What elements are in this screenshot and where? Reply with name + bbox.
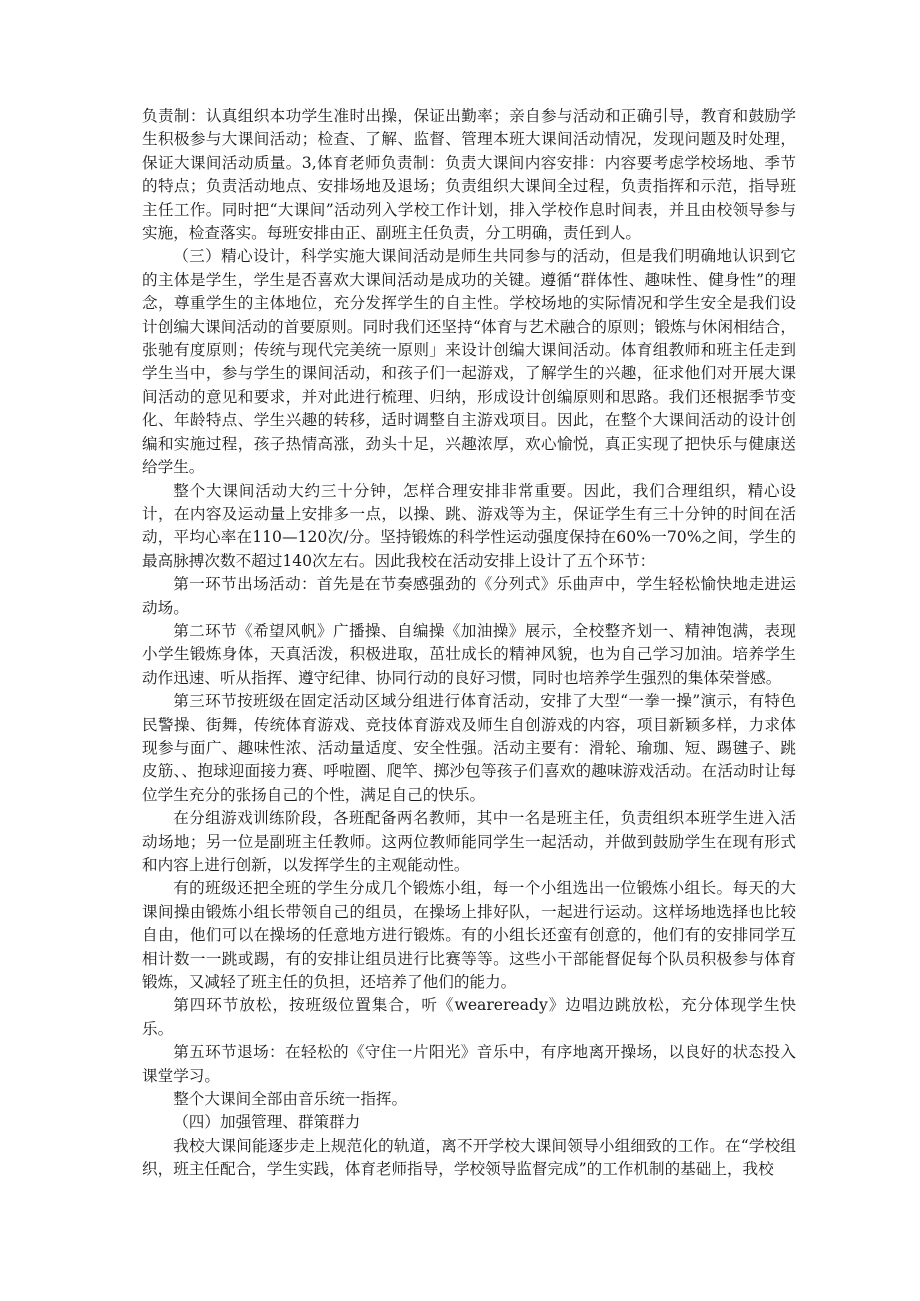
paragraph-exercise-groups: 有的班级还把全班的学生分成几个锻炼小组，每一个小组选出一位锻炼小组长。每天的大课间操由锻炼小组长带领自己的组员，在操场上排好队，一起进行运动。这样场地选择也比较自由，他们可以在操场的任意地方进行锻炼。有的小组长还蛮有创意的，他们有的安排同学互相计数一一跳或踢，有的安排让组员进行比赛等等。这些小干部能督促每个队员积极参与体育锻炼，又减轻了班主任的负担，还培养了他们的能力。 [142,879,796,992]
paragraph-stage-2-exercise: 第二环节《希望风帆》广播操、自编操《加油操》展示，全校整齐划一、精神饱满，表现小学生锻炼身体，天真活泼，积极进取，茁壮成长的精神风貌，也为自己学习加油。培养学生动作迅速、听从指挥、遵守纪律、协同行动的良好习惯，同时也培养学生强烈的集体荣誉感。 [142,621,796,687]
paragraph-activity-arrangement: 整个大课间活动大约三十分钟，怎样合理安排非常重要。因此，我们合理组织，精心设计，在内容及运动量上安排多一点，以操、跳、游戏等为主，保证学生有三十分钟的时间在活动，平均心率在110—120次/分。坚持锻炼的科学性运动强度保持在60%一70%之间，学生的最高脉搏次数不超过140次左右。因此我校在活动安排上设计了五个环节： [142,481,796,570]
document-body [142,105,796,1182]
paragraph-stage-4-relax: 第四环节放松，按班级位置集合，听《weareready》边唱边跳放松，充分体现学生快乐。 [142,996,796,1038]
paragraph-responsibility-system: 负责制：认真组织本功学生准时出操，保证出勤率；亲自参与活动和正确引导，教育和鼓励学生积极参与大课间活动；检查、了解、监督、管理本班大课间活动情况，发现问题及时处理，保证大课间活动质量。3,体育老师负责制：负责大课间内容安排：内容要考虑学校场地、季节的特点；负责活动地点、安排场地及退场；负责组织大课间全过程，负责指挥和示范，指导班主任工作。同时把“大课间”活动列入学校工作计划，排入学校作息时间表，并且由校领导参与实施，检查落实。每班安排由正、副班主任负责，分工明确，责任到人。 [142,107,796,243]
paragraph-group-training: 在分组游戏训练阶段，各班配备两名教师，其中一名是班主任，负责组织本班学生进入活动场地；另一位是副班主任教师。这两位教师能同学生一起活动，并做到鼓励学生在现有形式和内容上进行创新，以发挥学生的主观能动性。 [142,809,796,874]
paragraph-stage-3-group-activities: 第三环节按班级在固定活动区域分组进行体育活动，安排了大型“一拳一操”演示，有特色民警操、街舞，传统体育游戏、竞技体育游戏及师生自创游戏的内容，项目新颖多样，力求体现参与面广、趣味性浓、活动量适度、安全性强。活动主要有：滑轮、瑜珈、短、踢毽子、跳皮筋、、抱球迎面接力赛、呼啦圈、爬竿、掷沙包等孩子们喜欢的趣味游戏活动。在活动时让每位学生充分的张扬自己的个性，满足自己的快乐。 [142,692,796,804]
paragraph-stage-1-entry: 第一环节出场活动：首先是在节奏感强劲的《分列式》乐曲声中，学生轻松愉快地走进运动场。 [142,575,796,617]
paragraph-section-3-design: （三）精心设计，科学实施大课间活动是师生共同参与的活动，但是我们明确地认识到它的主体是学生，学生是否喜欢大课间活动是成功的关键。遵循“群体性、趣味性、健身性”的理念，尊重学生的主体地位，充分发挥学生的自主性。学校场地的实际情况和学生安全是我们设计创编大课间活动的首要原则。同时我们还坚持“体育与艺术融合的原则；锻炼与休闲相结合，张驰有度原则；传统与现代完美统一原则」来设计创编大课间活动。体育组教师和班主任走到学生当中，参与学生的课间活动，和孩子们一起游戏，了解学生的兴趣，征求他们对开展大课间活动的意见和要求，并对此进行梳理、归纳，形成设计创编原则和思路。我们还根据季节变化、年龄特点、学生兴趣的转移，适时调整自主游戏项目。因此，在整个大课间活动的设计创编和实施过程，孩子热情高涨，劲头十足，兴趣浓厚，欢心愉悦，真正实现了把快乐与健康送给学生。 [142,247,796,477]
paragraph-management: 我校大课间能逐步走上规范化的轨道，离不开学校大课间领导小组细致的工作。在“学校组织，班主任配合，学生实践，体育老师指导，学校领导监督完成”的工作机制的基础上，我校 [142,1136,796,1179]
paragraph-section-4-heading: （四）加强管理、群策群力 [173,1113,361,1132]
paragraph-stage-5-exit: 第五环节退场：在轻松的《守住一片阳光》音乐中，有序地离开操场，以良好的状态投入课堂学习。 [142,1043,796,1085]
paragraph-music-direction: 整个大课间全部由音乐统一指挥。 [173,1090,408,1109]
